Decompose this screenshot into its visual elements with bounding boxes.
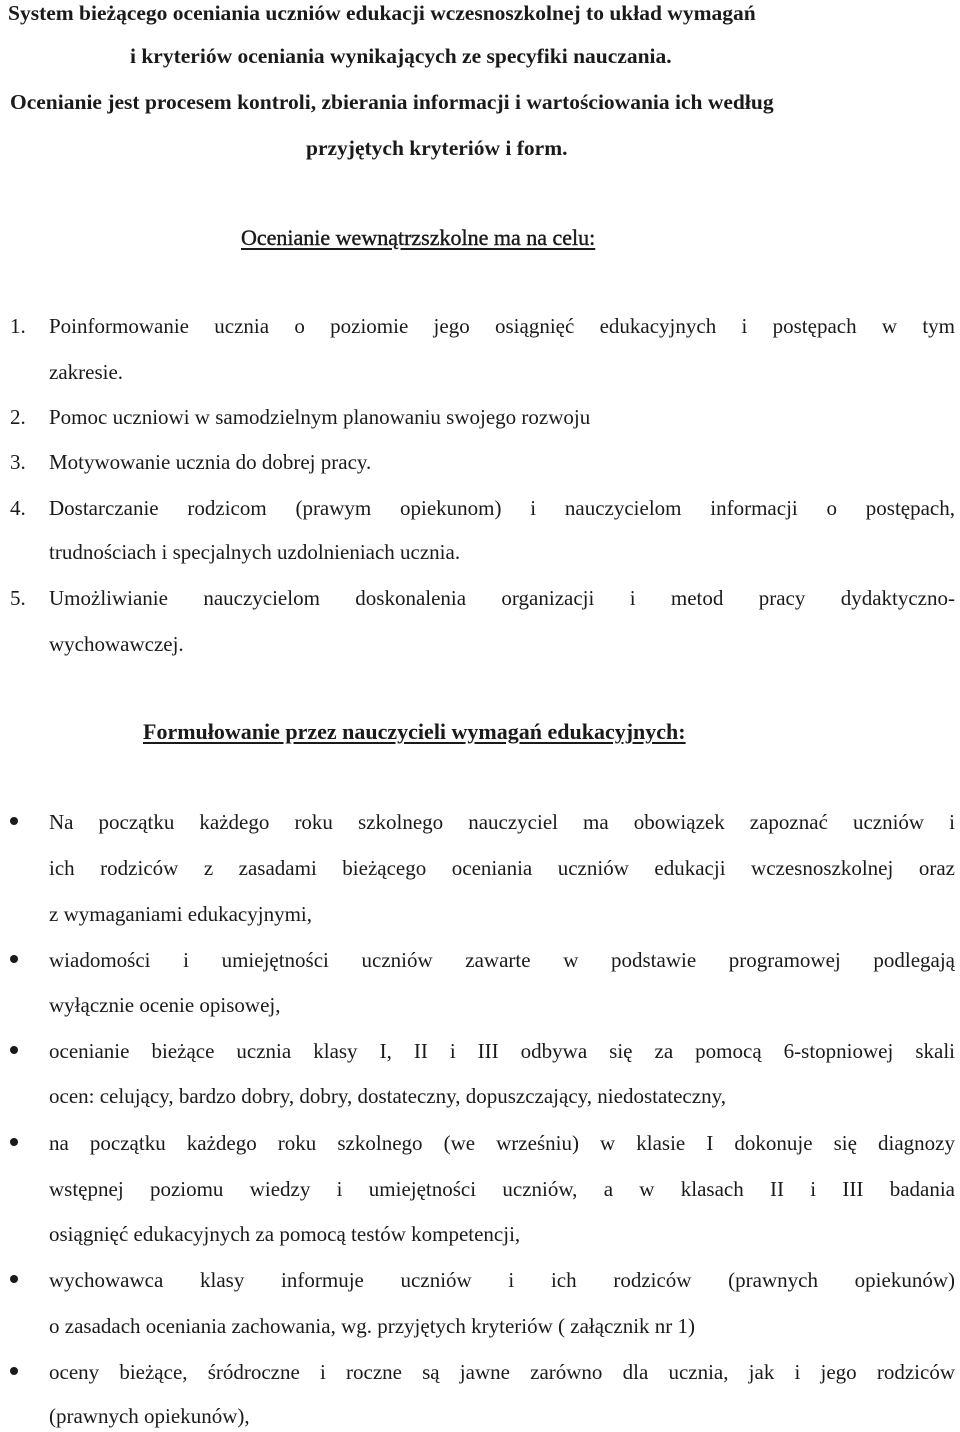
list-item-number: 1. xyxy=(10,314,26,338)
bullet-icon xyxy=(10,817,18,825)
bullet-item-text: oceny bieżące, śródroczne i roczne są jawne zarówno dla ucznia, jak i jego rodziców xyxy=(49,1360,955,1384)
intro-line-2: i kryteriów oceniania wynikających ze specyfiki nauczania. xyxy=(130,44,672,68)
bullet-item-text: wychowawca klasy informuje uczniów i ich rodziców (prawnych opiekunów) xyxy=(49,1268,955,1292)
bullet-item-text: wyłącznie ocenie opisowej, xyxy=(49,993,281,1017)
bullet-item-text: wstępnej poziomu wiedzy i umiejętności uczniów, a w klasach II i III badania xyxy=(49,1177,955,1201)
list-item-text: Umożliwianie nauczycielom doskonalenia organizacji i metod pracy dydaktyczno- xyxy=(49,586,955,610)
list-item-text: Poinformowanie ucznia o poziomie jego osiągnięć edukacyjnych i postępach w tym xyxy=(49,314,955,338)
bullet-item-text: ocen: celujący, bardzo dobry, dobry, dostateczny, dopuszczający, niedostateczny, xyxy=(49,1084,726,1108)
list-item-number: 5. xyxy=(10,586,26,610)
bullet-item-text: Na początku każdego roku szkolnego nauczyciel ma obowiązek zapoznać uczniów i xyxy=(49,810,955,834)
bullet-icon xyxy=(10,1046,18,1054)
bullet-item-text: ocenianie bieżące ucznia klasy I, II i III odbywa się za pomocą 6-stopniowej skali xyxy=(49,1039,955,1063)
list-item-text: Motywowanie ucznia do dobrej pracy. xyxy=(49,450,372,474)
list-item-text: trudnościach i specjalnych uzdolnieniach ucznia. xyxy=(49,540,461,564)
section-heading-goals: Ocenianie wewnątrzszkolne ma na celu: xyxy=(241,225,596,250)
list-item-text: Pomoc uczniowi w samodzielnym planowaniu swojego rozwoju xyxy=(49,405,591,429)
bullet-item-text: ich rodziców z zasadami bieżącego oceniania uczniów edukacji wczesnoszkolnej oraz xyxy=(49,856,955,880)
bullet-icon xyxy=(10,1367,18,1375)
bullet-item-text: o zasadach oceniania zachowania, wg. przyjętych kryteriów ( załącznik nr 1) xyxy=(49,1314,696,1338)
list-item-number: 3. xyxy=(10,450,26,474)
bullet-icon xyxy=(10,1138,18,1146)
bullet-item-text: z wymaganiami edukacyjnymi, xyxy=(49,902,313,926)
list-item-number: 2. xyxy=(10,405,26,429)
list-item-text: wychowawczej. xyxy=(49,632,184,656)
list-item-text: zakresie. xyxy=(49,360,124,384)
bullet-icon xyxy=(10,1275,18,1283)
intro-line-3: Ocenianie jest procesem kontroli, zbierania informacji i wartościowania ich według xyxy=(10,90,774,114)
bullet-icon xyxy=(10,955,18,963)
intro-line-4: przyjętych kryteriów i form. xyxy=(306,136,568,160)
bullet-item-text: (prawnych opiekunów), xyxy=(49,1404,250,1428)
section-heading-requirements: Formułowanie przez nauczycieli wymagań edukacyjnych: xyxy=(143,719,686,744)
list-item-text: Dostarczanie rodzicom (prawym opiekunom) i nauczycielom informacji o postępach, xyxy=(49,496,955,520)
list-item-number: 4. xyxy=(10,496,26,520)
intro-line-1: System bieżącego oceniania uczniów edukacji wczesnoszkolnej to układ wymagań xyxy=(8,1,756,25)
bullet-item-text: na początku każdego roku szkolnego (we wrześniu) w klasie I dokonuje się diagnozy xyxy=(49,1131,955,1155)
bullet-item-text: osiągnięć edukacyjnych za pomocą testów kompetencji, xyxy=(49,1222,521,1246)
bullet-item-text: wiadomości i umiejętności uczniów zawarte w podstawie programowej podlegają xyxy=(49,948,955,972)
